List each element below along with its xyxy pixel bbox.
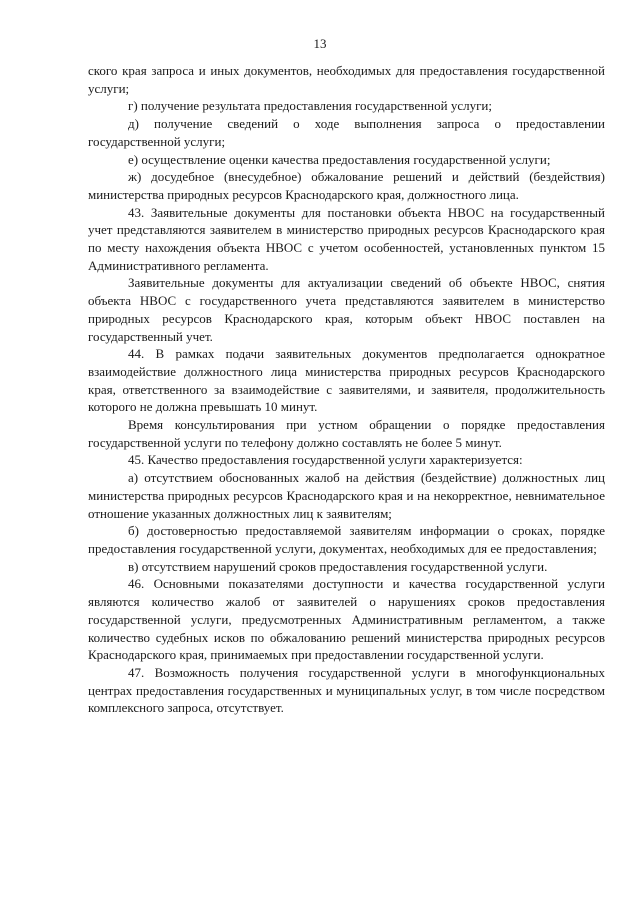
paragraph-continuation: ского края запроса и иных документов, необходимых для предоставления государственной услуги; bbox=[88, 63, 605, 96]
paragraph-43: 43. Заявительные документы для постановки объекта НВОС на государственный учет представляются заявителем в министерство природных ресурсов Краснодарского края по месту нахождения объекта НВОС с учетом особенностей, установленных пунктом 15 Административного регламента. bbox=[88, 204, 605, 273]
list-item-a: а) отсутствием обоснованных жалоб на действия (бездействие) должностных лиц министерства природных ресурсов Краснодарского края и на некорректное, невнимательное отношение указанных должностных лиц к заявителям; bbox=[88, 470, 605, 521]
paragraph-47: 47. Возможность получения государственной услуги в многофункциональных центрах предоставления государственных и муниципальных услуг, в том числе посредством комплексного запроса, отсутствует. bbox=[88, 664, 605, 716]
list-item-zh: ж) досудебное (внесудебное) обжалование решений и действий (бездействия) министерства природных ресурсов Краснодарского края, должностного лица. bbox=[88, 169, 605, 202]
paragraph-44: 44. В рамках подачи заявительных документов предполагается однократное взаимодействие должностного лица министерства природных ресурсов Краснодарского края, ответственного за взаимодействие с заявителями, и заявителя, продолжительность которого не должна превышать 10 минут. bbox=[88, 346, 605, 415]
list-item-e: е) осуществление оценки качества предоставления государственной услуги; bbox=[128, 151, 551, 167]
paragraph-45: 45. Качество предоставления государственной услуги характеризуется: bbox=[128, 452, 523, 468]
document-body bbox=[88, 62, 605, 717]
list-item-v: в) отсутствием нарушений сроков предоставления государственной услуги. bbox=[128, 558, 548, 574]
paragraph-44-continued: Время консультирования при устном обращении о порядке предоставления государственной услуги по телефону должно составлять не более 5 минут. bbox=[88, 417, 605, 450]
list-item-g: г) получение результата предоставления государственной услуги; bbox=[128, 98, 492, 114]
list-item-d: д) получение сведений о ходе выполнения запроса о предоставлении государственной услуги; bbox=[88, 116, 605, 149]
paragraph-43-continued: Заявительные документы для актуализации сведений об объекте НВОС, снятия объекта НВОС с государственного учета представляются заявителем в министерство природных ресурсов Краснодарского края, которым объект НВОС поставлен на государственный учет. bbox=[88, 275, 605, 344]
page-number: 13 bbox=[313, 36, 327, 51]
list-item-b: б) достоверностью предоставляемой заявителям информации о сроках, порядке предоставления государственной услуги, документах, необходимых для ее предоставления; bbox=[88, 523, 605, 556]
paragraph-46: 46. Основными показателями доступности и качества государственной услуги являются количество жалоб от заявителей о нарушениях сроков предоставления государственной услуги, предусмотренных Административным регламентом, а также количество судебных исков по обжалованию решений министерства природных ресурсов Краснодарского края, принимаемых при предоставлении государственной услуги. bbox=[88, 576, 605, 663]
